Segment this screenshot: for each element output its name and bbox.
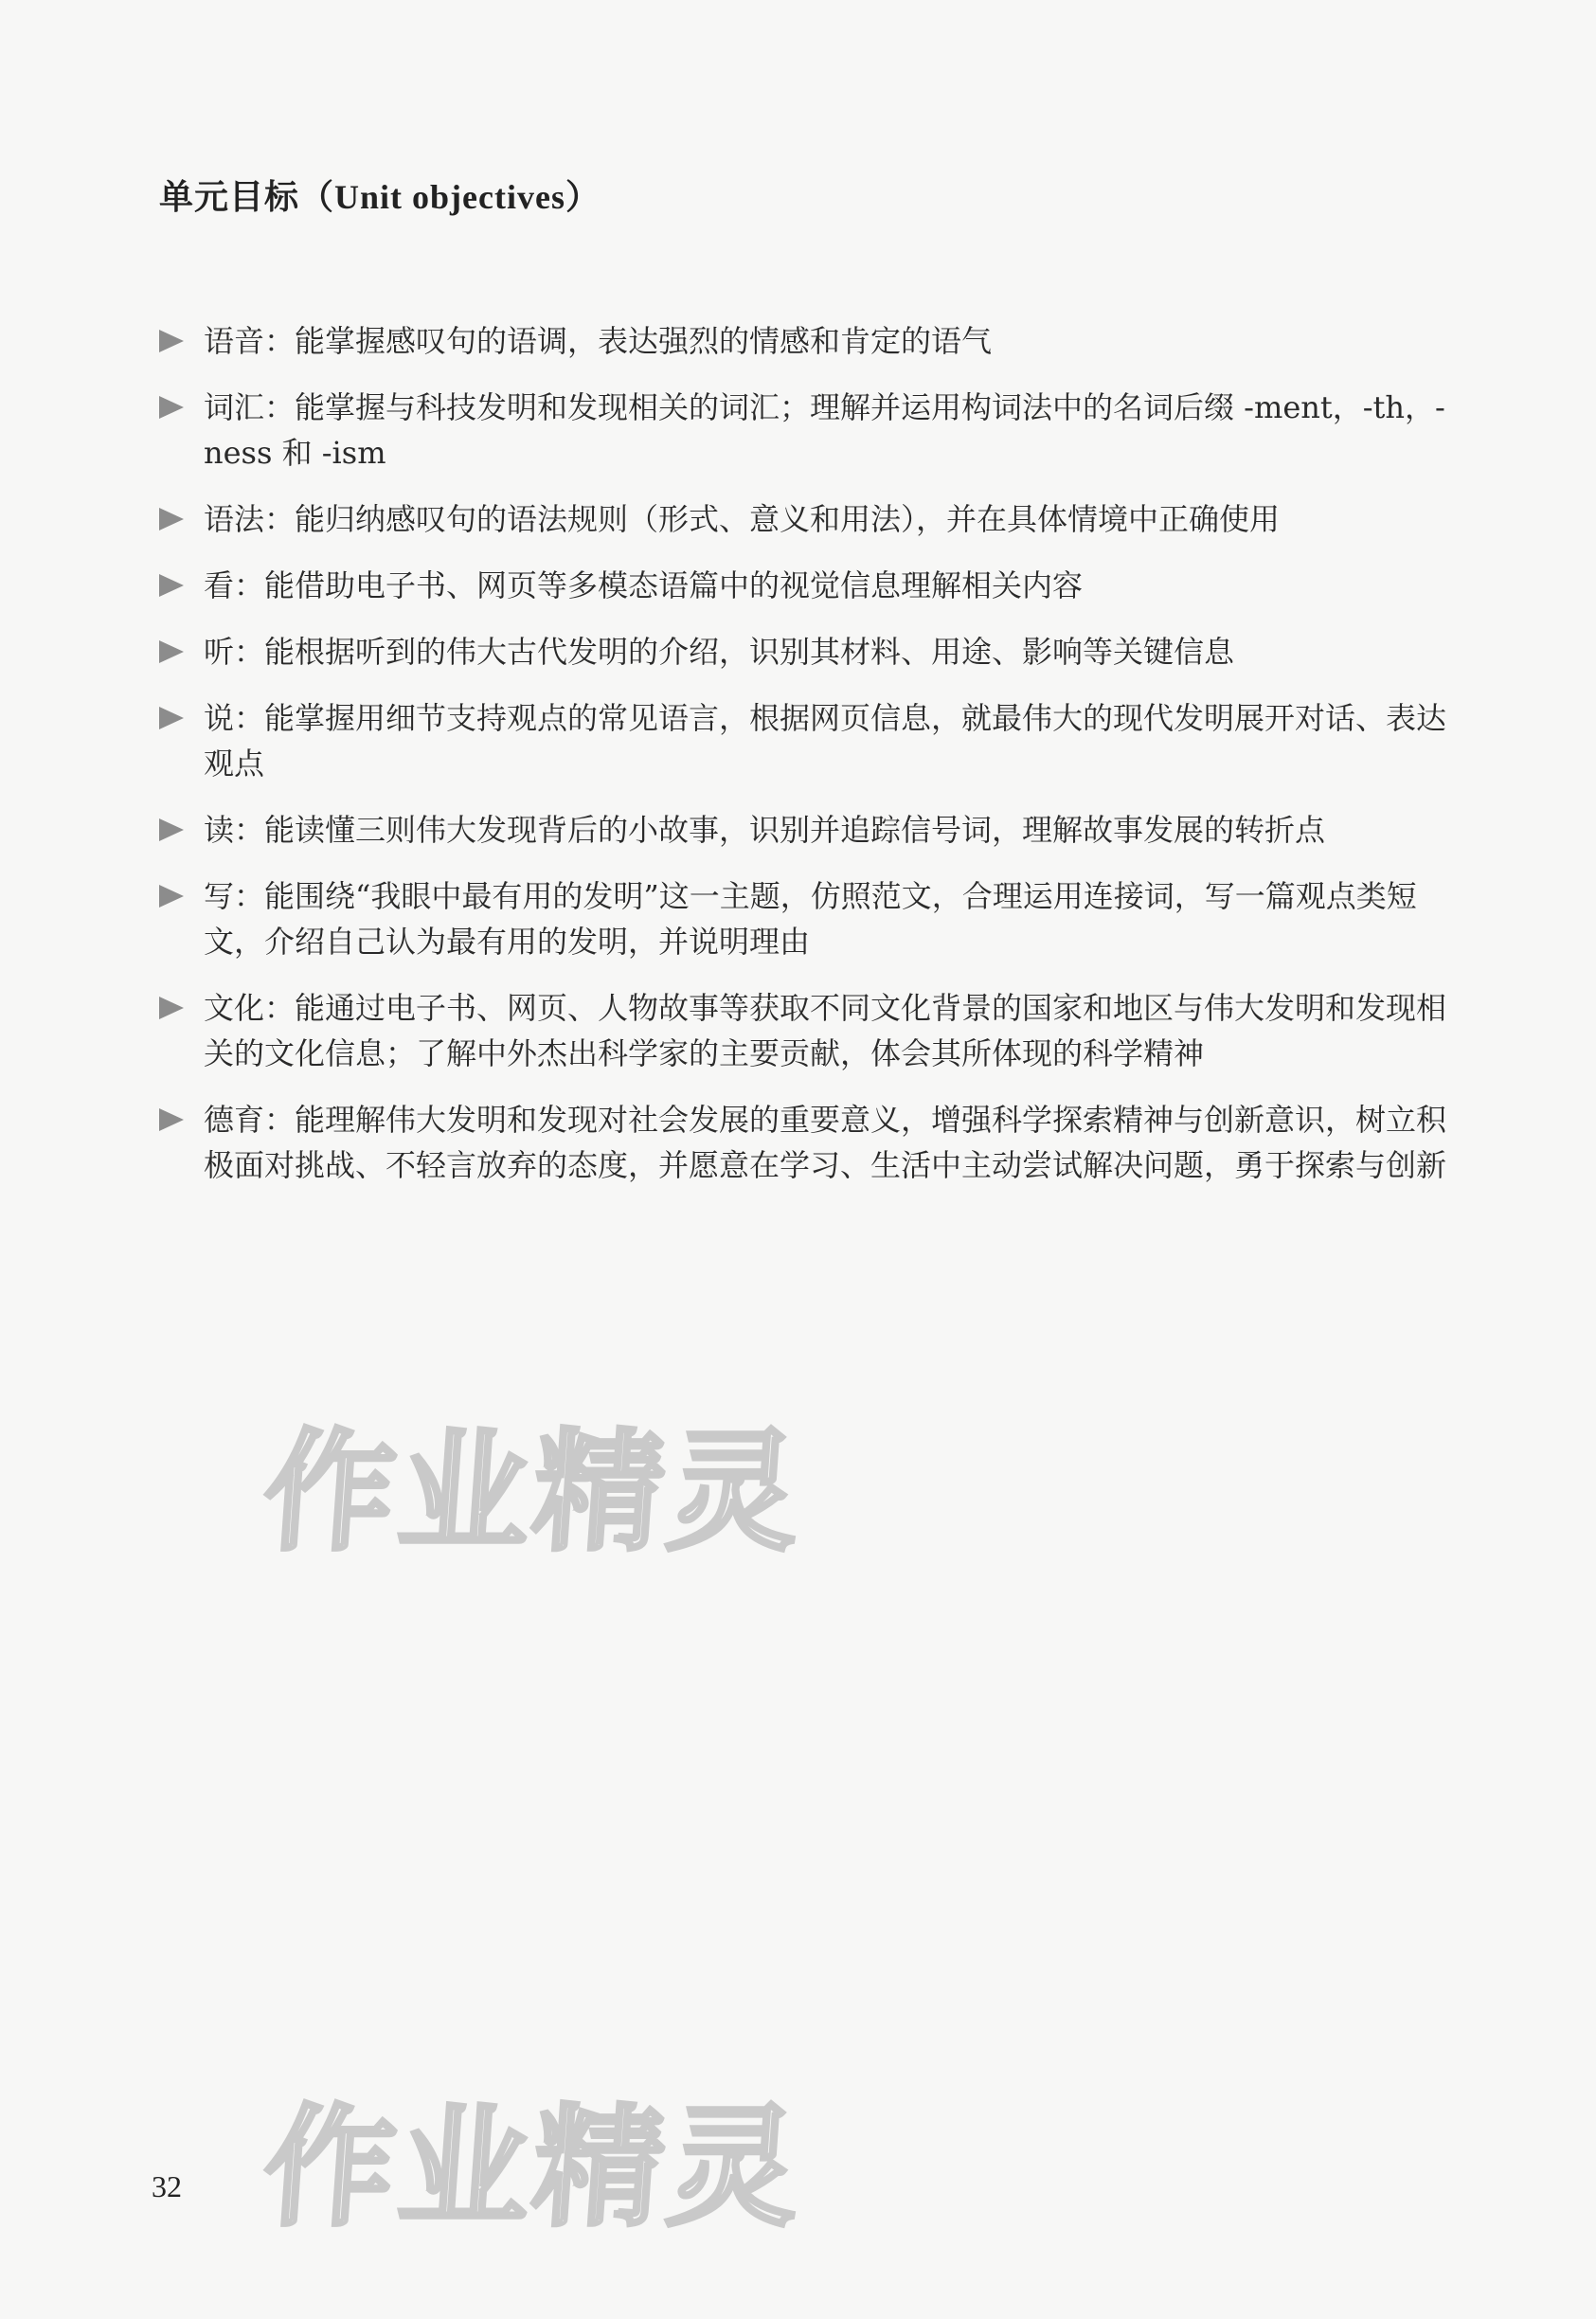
triangle-bullet-icon: [159, 707, 184, 729]
title-cn: 单元目标（: [159, 178, 335, 217]
objective-text: 语音：能掌握感叹句的语调，表达强烈的情感和肯定的语气: [204, 323, 993, 359]
objectives-list: [159, 318, 1457, 1209]
objective-text: 德育：能理解伟大发明和发现对社会发展的重要意义，增强科学探索精神与创新意识，树立积极面对挑战、不轻言放弃的态度，并愿意在学习、生活中主动尝试解决问题，勇于探索与创新: [204, 1102, 1447, 1183]
objective-text: 语法：能归纳感叹句的语法规则（形式、意义和用法），并在具体情境中正确使用: [204, 501, 1281, 537]
triangle-bullet-icon: [159, 818, 184, 841]
triangle-bullet-icon: [159, 574, 184, 597]
page-title: [159, 171, 601, 219]
objective-text: 写：能围绕“我眼中最有用的发明”这一主题，仿照范文，合理运用连接词，写一篇观点类短文，介绍自己认为最有用的发明，并说明理由: [204, 878, 1417, 960]
triangle-bullet-icon: [159, 330, 184, 352]
objective-text: 词汇：能掌握与科技发明和发现相关的词汇；理解并运用构词法中的名词后缀 -ment，-th，-ness 和 -ism: [204, 389, 1445, 471]
triangle-bullet-icon: [159, 997, 184, 1019]
objective-reading: [159, 807, 1457, 853]
objective-speaking: [159, 695, 1457, 786]
objective-culture: [159, 985, 1457, 1076]
objective-text: 读：能读懂三则伟大发现背后的小故事，识别并追踪信号词，理解故事发展的转折点: [204, 812, 1326, 848]
objective-text: 看：能借助电子书、网页等多模态语篇中的视觉信息理解相关内容: [204, 567, 1084, 603]
objective-text: 听：能根据听到的伟大古代发明的介绍，识别其材料、用途、影响等关键信息: [204, 634, 1235, 670]
watermark: 作业精灵: [259, 1416, 808, 1569]
objective-vocabulary: [159, 385, 1457, 476]
objective-viewing: [159, 563, 1457, 608]
triangle-bullet-icon: [159, 885, 184, 908]
triangle-bullet-icon: [159, 396, 184, 419]
title-en: Unit objectives: [334, 178, 565, 216]
triangle-bullet-icon: [159, 640, 184, 663]
title-close: ）: [565, 178, 601, 217]
objective-writing: [159, 873, 1457, 964]
objective-text: 说：能掌握用细节支持观点的常见语言，根据网页信息，就最伟大的现代发明展开对话、表达观点: [204, 700, 1447, 782]
triangle-bullet-icon: [159, 1108, 184, 1131]
objective-text: 文化：能通过电子书、网页、人物故事等获取不同文化背景的国家和地区与伟大发明和发现相关的文化信息；了解中外杰出科学家的主要贡献，体会其所体现的科学精神: [204, 990, 1447, 1071]
triangle-bullet-icon: [159, 508, 184, 530]
page-number: 32: [152, 2169, 182, 2203]
objective-pronunciation: [159, 318, 1457, 364]
objective-moral-education: [159, 1097, 1457, 1188]
objective-grammar: [159, 496, 1457, 542]
objective-listening: [159, 629, 1457, 674]
watermark: 作业精灵: [259, 2092, 808, 2244]
